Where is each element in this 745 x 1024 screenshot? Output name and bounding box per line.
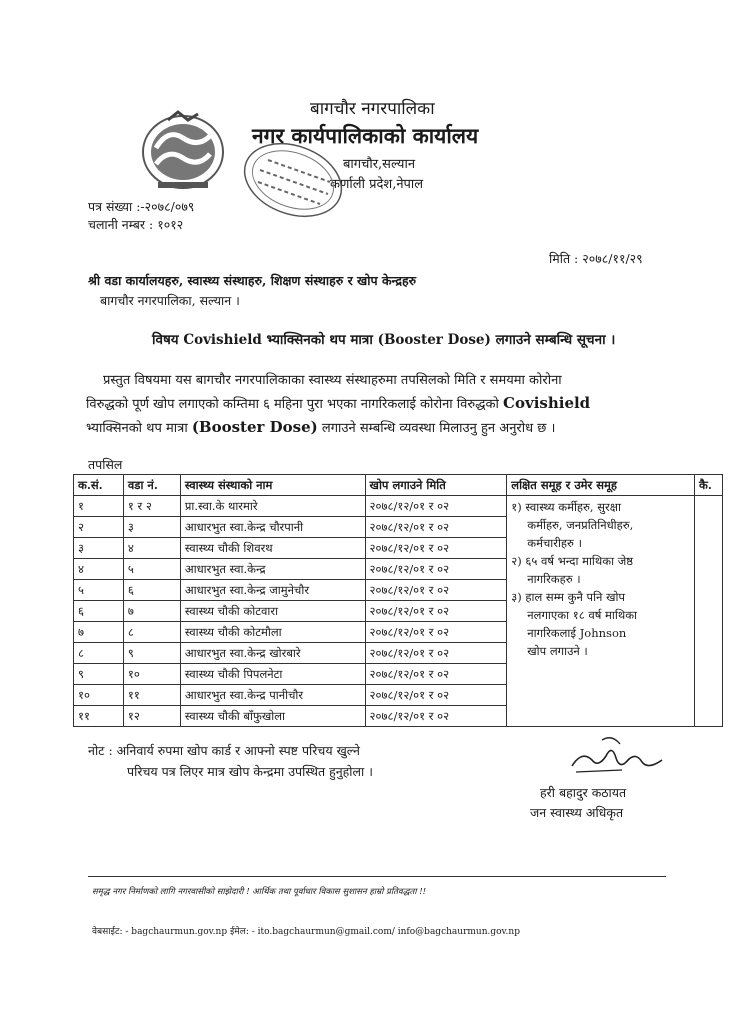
recipient-line: श्री वडा कार्यालयहरु, स्वास्थ्य संस्थाहरु, शिक्षण संस्थाहरु र खोप केन्द्रहरु [88,273,417,288]
body-line-2-text: विरुद्धको पूर्ण खोप लगाएको कम्तिमा ६ महिना पुरा भएका नागरिकलाई कोरोना विरुद्धको [86,397,504,412]
header-facility: स्वास्थ्य संस्थाको नाम [180,475,365,496]
target-line: २) ६५ वर्ष भन्दा माथिका जेष्ठ [511,554,634,568]
cell-serial: ३ [74,538,124,559]
cell-date: २०७८/१२/०१ र ०२ [365,559,507,580]
cell-ward: १० [123,664,180,685]
cell-facility: स्वास्थ्य चौकी शिवरथ [180,538,365,559]
cell-target-groups [507,496,695,727]
cell-date: २०७८/१२/०१ र ०२ [365,706,507,727]
cell-serial: ६ [74,601,124,622]
cell-remarks [694,496,722,727]
vaccination-schedule-table [73,474,723,727]
cell-facility: प्रा.स्वा.के थारमारे [180,496,365,517]
cell-date: २०७८/१२/०१ र ०२ [365,622,507,643]
target-line: नागरिकहरु । [527,572,581,586]
footer-divider [88,876,666,877]
target-line: खोप लगाउने । [527,644,588,658]
letter-number: पत्र संख्या :-२०७८/०७९ [88,199,195,214]
header-ward: वडा नं. [123,475,180,496]
body-paragraph [86,370,696,440]
header-remarks: कै. [694,475,722,496]
office-address: बागचौर,सल्यान [343,157,416,172]
target-line: कर्मीहरु, जनप्रतिनिधीहरु, [527,518,634,532]
cell-facility: स्वास्थ्य चौकी कोटवारा [180,601,365,622]
body-line-3 [86,416,696,440]
cell-facility: आधारभुत स्वा.केन्द्र [180,559,365,580]
cell-serial: ७ [74,622,124,643]
cell-ward: १२ [123,706,180,727]
cell-serial: १० [74,685,124,706]
header-target-group: लक्षित समूह र उमेर समूह [507,475,695,496]
office-name: नगर कार्यपालिकाको कार्यालय [252,123,479,148]
body-line-2 [86,392,696,416]
dispatch-number: चलानी नम्बर : १०१२ [88,217,184,232]
subject-line: विषय Covishield भ्याक्सिनको थप मात्रा (Booster Dose) लगाउने सम्बन्धि सूचना । [152,332,616,348]
signatory-name: हरी बहादुर कठायत [540,785,627,800]
cell-serial: ११ [74,706,124,727]
cell-serial: ५ [74,580,124,601]
letter-date: मिति : २०७८/११/२९ [549,251,643,266]
office-province: कर्णाली प्रदेश,नेपाल [330,177,424,192]
cell-ward: ४ [123,538,180,559]
cell-serial: २ [74,517,124,538]
cell-date: २०७८/१२/०१ र ०२ [365,643,507,664]
covishield-emphasis: Covishield [503,394,591,412]
cell-facility: आधारभुत स्वा.केन्द्र खोरबारे [180,643,365,664]
header-date: खोप लगाउने मिति [365,475,507,496]
footer-slogan: समृद्ध नगर निर्माणको लागि नगरवासीको साझेदारी ! आर्थिक तथा पूर्वाधार विकास सुशासन हाम्रो प्रतिवद्धता !! [92,887,427,897]
signature [562,730,672,780]
target-line: १) स्वास्थ्य कर्मीहरु, सुरक्षा [511,500,621,514]
target-line: कर्मचारीहरु । [527,536,582,550]
header-serial: क.सं. [74,475,124,496]
cell-serial: ९ [74,664,124,685]
recipient-location: बागचौर नगरपालिका, सल्यान । [100,293,240,308]
target-line: नलगाएका १८ वर्ष माथिका [527,608,638,622]
municipality-name: बागचौर नगरपालिका [310,99,435,119]
cell-serial: ४ [74,559,124,580]
cell-serial: १ [74,496,124,517]
cell-facility: आधारभुत स्वा.केन्द्र पानीचौर [180,685,365,706]
table-header-row [74,475,723,496]
signatory-title: जन स्वास्थ्य अधिकृत [530,805,624,820]
cell-date: २०७८/१२/०१ र ०२ [365,538,507,559]
cell-date: २०७८/१२/०१ र ०२ [365,601,507,622]
footer-contact: वेबसाईट: - bagchaurmun.gov.np ईमेल: - ito.bagchaurmun@gmail.com/ info@bagchaurmun.gov.np [92,927,520,937]
cell-ward: ५ [123,559,180,580]
cell-facility: आधारभुत स्वा.केन्द्र जामुनेचौर [180,580,365,601]
cell-date: २०७८/१२/०१ र ०२ [365,664,507,685]
cell-serial: ८ [74,643,124,664]
target-line: ३) हाल सम्म कुनै पनि खोप [511,590,626,604]
body-line-1: प्रस्तुत विषयमा यस बागचौर नगरपालिकाका स्वास्थ्य संस्थाहरुमा तपसिलको मिति र समयमा कोरोना [103,373,562,388]
office-stamp [238,140,348,218]
cell-ward: १ र २ [123,496,180,517]
cell-facility: स्वास्थ्य चौकी कोटमौला [180,622,365,643]
cell-date: २०७८/१२/०१ र ०२ [365,580,507,601]
body-line-3-end: लगाउने सम्बन्धि व्यवस्था मिलाउनु हुन अनुरोध छ । [317,421,556,436]
cell-ward: ९ [123,643,180,664]
cell-ward: ७ [123,601,180,622]
cell-facility: स्वास्थ्य चौकी पिपलनेटा [180,664,365,685]
cell-ward: ३ [123,517,180,538]
municipality-emblem [138,108,228,192]
cell-facility: आधारभुत स्वा.केन्द्र चौरपानी [180,517,365,538]
note-line-1: नोट : अनिवार्य रुपमा खोप कार्ड र आफ्नो स्पष्ट परिचय खुल्ने [88,743,360,758]
target-groups-list [511,498,690,660]
cell-ward: ११ [123,685,180,706]
body-line-3-text: भ्याक्सिनको थप मात्रा [86,421,192,436]
cell-facility: स्वास्थ्य चौकी बाँफुखोला [180,706,365,727]
booster-emphasis: (Booster Dose) [191,418,318,436]
cell-date: २०७८/१२/०१ र ०२ [365,517,507,538]
target-line: नागरिकलाई Johnson [527,626,627,640]
note-line-2: परिचय पत्र लिएर मात्र खोप केन्द्रमा उपस्थित हुनुहोला । [127,764,373,779]
table-row [74,496,723,517]
cell-ward: ६ [123,580,180,601]
cell-date: २०७८/१२/०१ र ०२ [365,496,507,517]
table-caption: तपसिल [88,457,123,472]
cell-ward: ८ [123,622,180,643]
cell-date: २०७८/१२/०१ र ०२ [365,685,507,706]
